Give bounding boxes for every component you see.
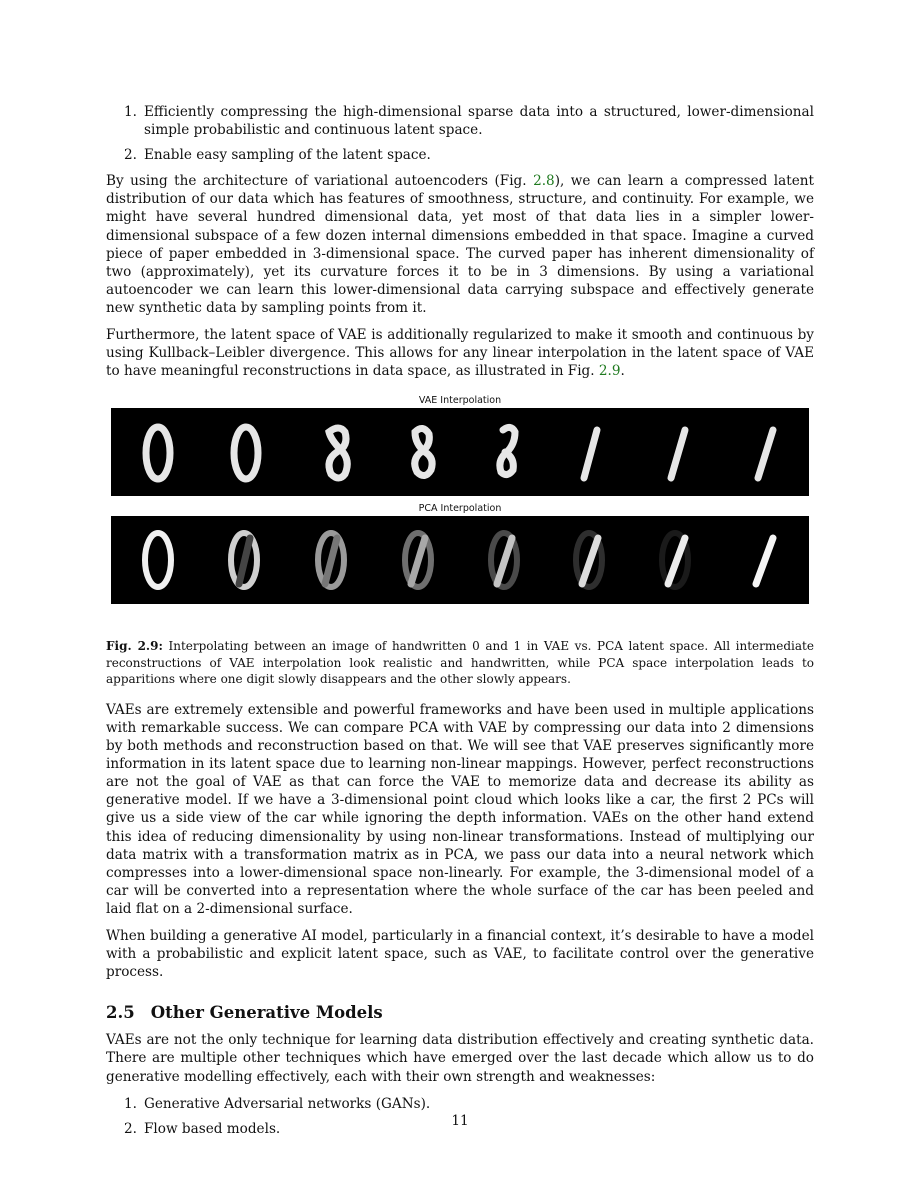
pca-interpolation-title: PCA Interpolation: [418, 503, 502, 515]
text-span: .: [620, 363, 625, 380]
figure-caption: [106, 638, 814, 687]
list-number: 1.: [124, 104, 137, 120]
text-span: ), we can learn a compressed latent distribution of our data which has features of smoothness, structure, and continuity. For example, we might have several hundred dimensional data, yet most of that data lies in a simpler lower-dimensional subspace of a few dozen internal dimensions embedded in that space. Imagine a curved piece of paper embedded in 3-dimensional space. The curved paper has inherent dimensionality of two (approximately), yet its curvature forces it to be in 3 dimensions. By using a variational autoencoder we can learn this lower-dimensional data carrying subspace and effectively generate new synthetic data by sampling points from it.: [106, 173, 814, 316]
section-title: Other Generative Models: [150, 1003, 383, 1023]
list-number: 1.: [124, 1095, 137, 1112]
list-item: [106, 103, 814, 139]
figure-ref-link[interactable]: 2.8: [533, 173, 555, 190]
text-span: Furthermore, the latent space of VAE is additionally regularized to make it smooth and continuous by using Kullback–Leibler divergence. This allows for any linear interpolation in the latent space of VAE to have meaningful reconstructions in data space, as illustrated in Fig.: [106, 327, 814, 380]
caption-text: Interpolating between an image of handwritten 0 and 1 in VAE vs. PCA latent space. All intermediate reconstructions of VAE interpolation look realistic and handwritten, while PCA space interpolation leads to apparitions where one digit slowly disappears and the other slowly appears.: [106, 639, 814, 686]
paragraph-vae-vs-pca: VAEs are extremely extensible and powerful frameworks and have been used in multiple applications with remarkable success. We can compare PCA with VAE by compressing our data into 2 dimensions by both methods and reconstruction based on that. We will see that VAE preserves significantly more information in its latent space due to learning non-linear mappings. However, perfect reconstructions are not the goal of VAE as that can force the VAE to memorize data and decrease its ability as generative model. If we have a 3-dimensional point cloud which looks like a car, the first 2 PCs will give us a side view of the car while ignoring the depth information. VAEs on the other hand extend this idea of reducing dimensionality by using non-linear transformations. Instead of multiplying our data matrix with a transformation matrix as in PCA, we pass our data into a neural network which compresses into a lower-dimensional space non-linearly. For example, the 3-dimensional model of a car will be converted into a representation where the whole surface of the car has been peeled and laid flat on a 2-dimensional surface.: [106, 701, 814, 917]
section-number: 2.5: [106, 1003, 135, 1023]
vae-interpolation-title: VAE Interpolation: [418, 395, 502, 407]
page-number: 11: [451, 1113, 469, 1129]
page-body: [106, 103, 814, 1146]
list-number: 2.: [124, 147, 137, 164]
list-text: Generative Adversarial networks (GANs).: [144, 1095, 431, 1112]
text-span: By using the architecture of variational autoencoders (Fig.: [106, 173, 534, 190]
paragraph-latent-regularization: [106, 326, 814, 380]
paragraph-financial-context: When building a generative AI model, particularly in a financial context, it’s desirable to have a model with a probabilistic and explicit latent space, such as VAE, to facilitate control over the generative process.: [106, 928, 814, 981]
list-text: Flow based models.: [144, 1120, 281, 1137]
figure-interpolation: [106, 394, 814, 626]
list-item: [106, 1095, 814, 1113]
list-text: Enable easy sampling of the latent space.: [144, 147, 431, 164]
figure-ref-link[interactable]: 2.9: [598, 363, 621, 380]
objectives-list: [106, 103, 814, 164]
paragraph-other-techniques: VAEs are not the only technique for learning data distribution effectively and creating synthetic data. There are multiple other techniques which have emerged over the last decade which allow us to do generative modelling effectively, each with their own strength and weaknesses:: [106, 1032, 814, 1085]
caption-label: Fig. 2.9:: [106, 639, 163, 654]
list-text: Efficiently compressing the high-dimensional sparse data into a structured, lower-dimensional simple probabilistic and continuous latent space.: [144, 104, 814, 139]
paragraph-vae-architecture: [106, 172, 814, 317]
section-heading: [106, 1003, 814, 1022]
vae-interpolation-strip: [111, 408, 809, 496]
pca-interpolation-strip: [111, 516, 809, 604]
list-item: [106, 146, 814, 164]
list-number: 2.: [124, 1120, 137, 1137]
